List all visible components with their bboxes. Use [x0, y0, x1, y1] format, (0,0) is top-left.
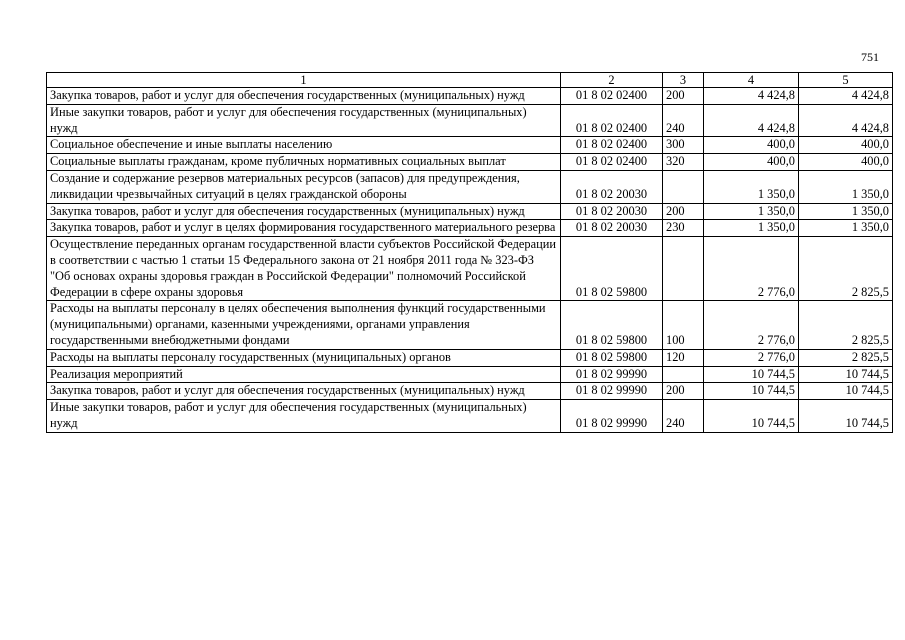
- row-amount-col5: 10 744,5: [799, 400, 893, 433]
- row-amount-col5: 4 424,8: [799, 88, 893, 105]
- row-expense-type: [663, 366, 704, 383]
- row-expense-type: 230: [663, 220, 704, 237]
- row-amount-col4: 400,0: [704, 137, 799, 154]
- row-expense-type: [663, 237, 704, 301]
- row-target-code: 01 8 02 59800: [561, 237, 663, 301]
- row-amount-col4: 4 424,8: [704, 104, 799, 137]
- row-target-code: 01 8 02 02400: [561, 154, 663, 171]
- row-amount-col4: 10 744,5: [704, 383, 799, 400]
- row-amount-col4: 2 776,0: [704, 301, 799, 349]
- row-amount-col5: 10 744,5: [799, 366, 893, 383]
- row-description: Закупка товаров, работ и услуг для обеспечения государственных (муниципальных) нужд: [47, 88, 561, 105]
- row-target-code: 01 8 02 20030: [561, 220, 663, 237]
- row-amount-col5: 4 424,8: [799, 104, 893, 137]
- row-description: Создание и содержание резервов материальных ресурсов (запасов) для предупреждения, ликвидации чрезвычайных ситуаций в целях гражданской обороны: [47, 170, 561, 203]
- row-target-code: 01 8 02 99990: [561, 383, 663, 400]
- table-row: [47, 220, 893, 237]
- row-description: Иные закупки товаров, работ и услуг для обеспечения государственных (муниципальных) нужд: [47, 104, 561, 137]
- row-description: Осуществление переданных органам государственной власти субъектов Российской Федерации в соответствии с частью 1 статьи 15 Федерального закона от 21 ноября 2011 года № 323-ФЗ "Об основах охраны здоровья граждан в Российской Федерации" полномочий Российской Федерации в сфере охраны здоровья: [47, 237, 561, 301]
- row-amount-col4: 1 350,0: [704, 203, 799, 220]
- row-expense-type: 200: [663, 203, 704, 220]
- row-amount-col4: 2 776,0: [704, 237, 799, 301]
- table-row: [47, 400, 893, 433]
- header-col-4: 4: [704, 73, 799, 88]
- row-description: Закупка товаров, работ и услуг в целях формирования государственного материального резерва: [47, 220, 561, 237]
- row-target-code: 01 8 02 20030: [561, 170, 663, 203]
- row-amount-col5: 1 350,0: [799, 220, 893, 237]
- row-amount-col4: 400,0: [704, 154, 799, 171]
- row-amount-col4: 1 350,0: [704, 170, 799, 203]
- row-amount-col5: 2 825,5: [799, 349, 893, 366]
- table-row: [47, 301, 893, 349]
- row-expense-type: 320: [663, 154, 704, 171]
- header-col-5: 5: [799, 73, 893, 88]
- row-description: Социальные выплаты гражданам, кроме публичных нормативных социальных выплат: [47, 154, 561, 171]
- table-row: [47, 383, 893, 400]
- header-col-1: 1: [47, 73, 561, 88]
- table-row: [47, 349, 893, 366]
- header-row: [47, 73, 893, 88]
- row-target-code: 01 8 02 99990: [561, 400, 663, 433]
- row-description: Социальное обеспечение и иные выплаты населению: [47, 137, 561, 154]
- page-number: 751: [861, 50, 879, 64]
- table-row: [47, 137, 893, 154]
- row-description: Закупка товаров, работ и услуг для обеспечения государственных (муниципальных) нужд: [47, 203, 561, 220]
- row-amount-col4: 10 744,5: [704, 366, 799, 383]
- budget-table: [46, 72, 893, 433]
- row-target-code: 01 8 02 59800: [561, 349, 663, 366]
- row-amount-col4: 4 424,8: [704, 88, 799, 105]
- row-target-code: 01 8 02 02400: [561, 137, 663, 154]
- table-row: [47, 154, 893, 171]
- row-amount-col5: 1 350,0: [799, 170, 893, 203]
- row-amount-col4: 2 776,0: [704, 349, 799, 366]
- row-target-code: 01 8 02 02400: [561, 88, 663, 105]
- row-description: Расходы на выплаты персоналу государственных (муниципальных) органов: [47, 349, 561, 366]
- row-expense-type: 240: [663, 104, 704, 137]
- header-col-3: 3: [663, 73, 704, 88]
- table-row: [47, 170, 893, 203]
- row-amount-col5: 400,0: [799, 154, 893, 171]
- row-target-code: 01 8 02 59800: [561, 301, 663, 349]
- row-amount-col5: 400,0: [799, 137, 893, 154]
- row-expense-type: 200: [663, 383, 704, 400]
- row-amount-col5: 1 350,0: [799, 203, 893, 220]
- row-target-code: 01 8 02 02400: [561, 104, 663, 137]
- row-amount-col5: 2 825,5: [799, 301, 893, 349]
- row-amount-col5: 2 825,5: [799, 237, 893, 301]
- row-description: Реализация мероприятий: [47, 366, 561, 383]
- row-expense-type: 120: [663, 349, 704, 366]
- row-target-code: 01 8 02 99990: [561, 366, 663, 383]
- row-expense-type: 200: [663, 88, 704, 105]
- row-amount-col5: 10 744,5: [799, 383, 893, 400]
- table-row: [47, 366, 893, 383]
- row-description: Иные закупки товаров, работ и услуг для обеспечения государственных (муниципальных) нужд: [47, 400, 561, 433]
- row-amount-col4: 1 350,0: [704, 220, 799, 237]
- row-expense-type: 300: [663, 137, 704, 154]
- row-expense-type: 240: [663, 400, 704, 433]
- table-row: [47, 88, 893, 105]
- table-row: [47, 203, 893, 220]
- row-target-code: 01 8 02 20030: [561, 203, 663, 220]
- header-col-2: 2: [561, 73, 663, 88]
- row-amount-col4: 10 744,5: [704, 400, 799, 433]
- row-description: Закупка товаров, работ и услуг для обеспечения государственных (муниципальных) нужд: [47, 383, 561, 400]
- table-row: [47, 237, 893, 301]
- row-expense-type: [663, 170, 704, 203]
- row-description: Расходы на выплаты персоналу в целях обеспечения выполнения функций государственными (муниципальными) органами, казенными учреждениями, органами управления государственными внебюджетными фондами: [47, 301, 561, 349]
- table-row: [47, 104, 893, 137]
- row-expense-type: 100: [663, 301, 704, 349]
